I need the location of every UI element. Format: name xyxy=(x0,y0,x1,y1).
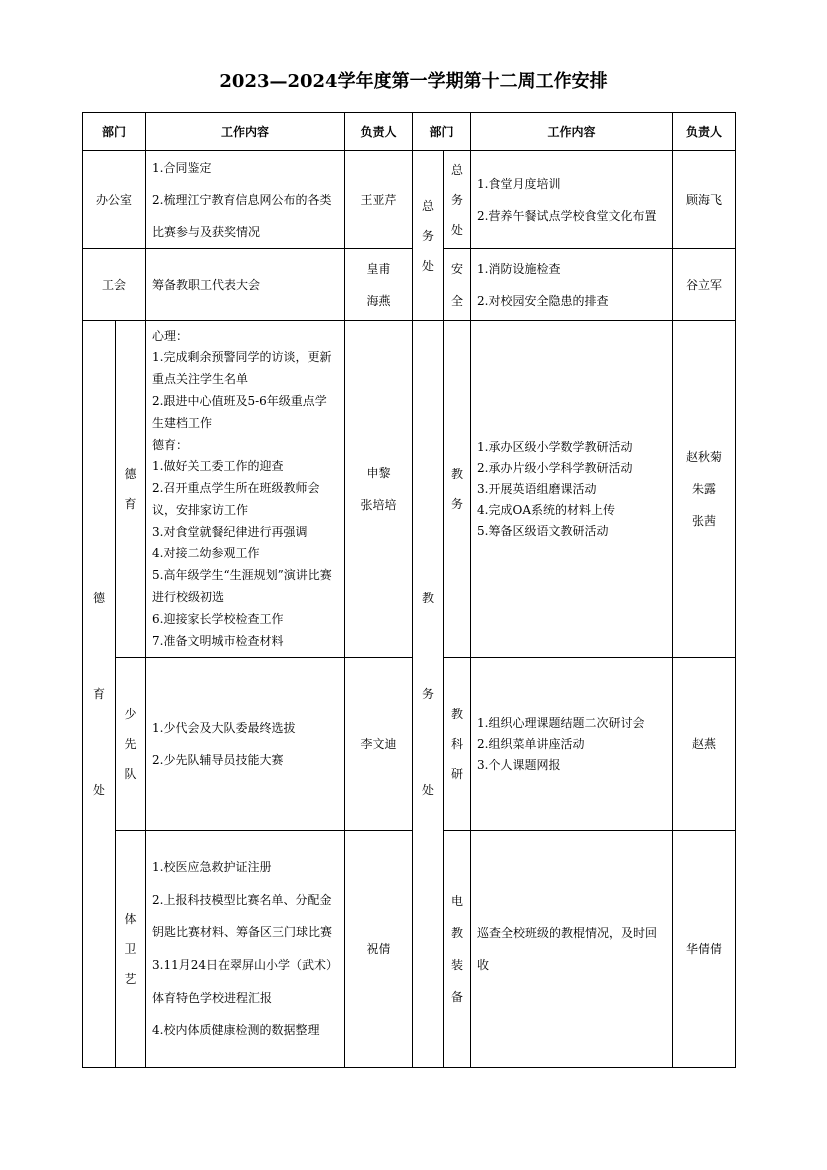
teaching-person-name: 朱露 xyxy=(692,482,717,496)
moral-item: 3.对食堂就餐纪律进行再强调 xyxy=(152,524,308,539)
pe-arts-person: 祝倩 xyxy=(345,831,413,1068)
schedule-table xyxy=(82,112,736,1068)
header-dept-left: 部门 xyxy=(83,113,146,151)
page-title: 2023—2024学年度第一学期第十二周工作安排 xyxy=(219,71,608,92)
pioneer-content xyxy=(146,658,345,831)
table-row-pioneer xyxy=(83,658,736,831)
moral-person-name: 张培培 xyxy=(360,498,397,512)
header-dept-right: 部门 xyxy=(413,113,471,151)
general-item: 2.营养午餐试点学校食堂文化布置 xyxy=(477,208,657,223)
teaching-item: 2.承办片级小学科学教研活动 xyxy=(477,460,633,475)
union-content xyxy=(146,249,345,321)
equipment-person: 华倩倩 xyxy=(673,831,736,1068)
dept-union: 工会 xyxy=(83,249,146,321)
header-person-left: 负责人 xyxy=(345,113,413,151)
sub-moral-label: 德育 xyxy=(124,467,137,511)
research-item: 2.组织菜单讲座活动 xyxy=(477,736,585,751)
sub-safety xyxy=(444,249,471,321)
research-content xyxy=(471,658,673,831)
moral-item: 6.迎接家长学校检查工作 xyxy=(152,611,284,626)
moral-item: 5.高年级学生“生涯规划”演讲比赛进行校级初选 xyxy=(152,568,332,605)
pe-arts-item: 1.校医应急救护证注册 xyxy=(152,860,272,875)
equipment-content xyxy=(471,831,673,1068)
union-person xyxy=(345,249,413,321)
dept-moral-label: 德育处 xyxy=(92,591,105,797)
pioneer-item: 2.少先队辅导员技能大赛 xyxy=(152,753,284,767)
teaching-item: 3.开展英语组磨课活动 xyxy=(477,481,597,496)
dept-academic-label: 教务处 xyxy=(422,591,435,797)
general-content xyxy=(471,151,673,249)
sub-pe-arts-label: 体卫艺 xyxy=(124,912,137,986)
pe-arts-item: 2.上报科技模型比赛名单、分配金钥匙比赛材料、筹备区三门球比赛 xyxy=(152,892,333,940)
sub-pe-arts xyxy=(116,831,146,1068)
general-person: 顾海飞 xyxy=(673,151,736,249)
moral-item: 心理： xyxy=(152,328,189,343)
sub-pioneer-label: 少先队 xyxy=(124,707,137,781)
moral-item: 2.召开重点学生所在班级教师会议，安排家访工作 xyxy=(152,481,320,517)
sub-research-label: 教科研 xyxy=(451,707,464,781)
office-person: 王亚芹 xyxy=(345,151,413,249)
safety-item: 1.消防设施检查 xyxy=(477,261,561,276)
research-item: 1.组织心理课题结题二次研讨会 xyxy=(477,715,645,730)
moral-person-name: 申黎 xyxy=(366,466,391,480)
pioneer-item: 1.少代会及大队委最终选拔 xyxy=(152,721,296,735)
pioneer-person: 李文迪 xyxy=(345,658,413,831)
safety-item: 2.对校园安全隐患的排查 xyxy=(477,293,609,308)
safety-person: 谷立军 xyxy=(673,249,736,321)
equipment-item: 巡查全校班级的教棍情况，及时回收 xyxy=(477,926,658,972)
office-item: 1.合同鉴定 xyxy=(152,160,212,175)
header-content-left: 工作内容 xyxy=(146,113,345,151)
sub-teaching-label: 教务 xyxy=(451,467,464,511)
general-item: 1.食堂月度培训 xyxy=(477,176,561,191)
safety-content xyxy=(471,249,673,321)
research-item: 3.个人课题网报 xyxy=(477,757,561,772)
pe-arts-item: 3.11月24日在翠屏山小学（武术）体育特色学校进程汇报 xyxy=(152,958,339,1005)
office-content xyxy=(146,151,345,249)
moral-item: 1.完成剩余预警同学的访谈，更新重点关注学生名单 xyxy=(152,350,332,387)
sub-general-label: 总务处 xyxy=(451,162,464,237)
teaching-item: 4.完成OA系统的材料上传 xyxy=(477,502,615,517)
header-content-right: 工作内容 xyxy=(471,113,673,151)
moral-item: 7.准备文明城市检查材料 xyxy=(152,633,284,648)
table-row-pe xyxy=(83,831,736,1068)
moral-item: 1.做好关工委工作的迎查 xyxy=(152,459,284,474)
teaching-content xyxy=(471,321,673,658)
teaching-item: 5.筹备区级语文教研活动 xyxy=(477,523,609,538)
sub-pioneer xyxy=(116,658,146,831)
pe-arts-item: 4.校内体质健康检测的数据整理 xyxy=(152,1023,320,1038)
header-person-right: 负责人 xyxy=(673,113,736,151)
dept-office: 办公室 xyxy=(83,151,146,249)
sub-equipment xyxy=(444,831,471,1068)
teaching-item: 1.承办区级小学数学教研活动 xyxy=(477,439,633,454)
teaching-person xyxy=(673,321,736,658)
moral-content xyxy=(146,321,345,658)
dept-general-affairs-label: 总务处 xyxy=(422,198,435,273)
research-person: 赵燕 xyxy=(673,658,736,831)
office-item: 2.梳理江宁教育信息网公布的各类比赛参与及获奖情况 xyxy=(152,192,332,239)
sub-general xyxy=(444,151,471,249)
dept-general-affairs xyxy=(413,151,444,321)
sub-research xyxy=(444,658,471,831)
union-item: 筹备教职工代表大会 xyxy=(152,278,261,292)
table-row-moral xyxy=(83,321,736,658)
dept-academic xyxy=(413,321,444,1068)
moral-item: 2.跟进中心值班及5-6年级重点学生建档工作 xyxy=(152,393,327,430)
header-row xyxy=(83,113,736,151)
teaching-person-name: 赵秋菊 xyxy=(686,450,723,464)
moral-person xyxy=(345,321,413,658)
sub-moral xyxy=(116,321,146,658)
sub-equipment-label: 电教装备 xyxy=(451,894,464,1004)
union-person-name: 皇甫海燕 xyxy=(366,261,391,308)
sub-teaching xyxy=(444,321,471,658)
moral-item: 德育： xyxy=(152,437,189,452)
moral-item: 4.对接二幼参观工作 xyxy=(152,546,260,561)
sub-safety-label: 安全 xyxy=(451,261,464,308)
dept-moral xyxy=(83,321,116,1068)
table-row-office xyxy=(83,151,736,249)
pe-arts-content xyxy=(146,831,345,1068)
table-row-union xyxy=(83,249,736,321)
teaching-person-name: 张茜 xyxy=(692,514,717,528)
